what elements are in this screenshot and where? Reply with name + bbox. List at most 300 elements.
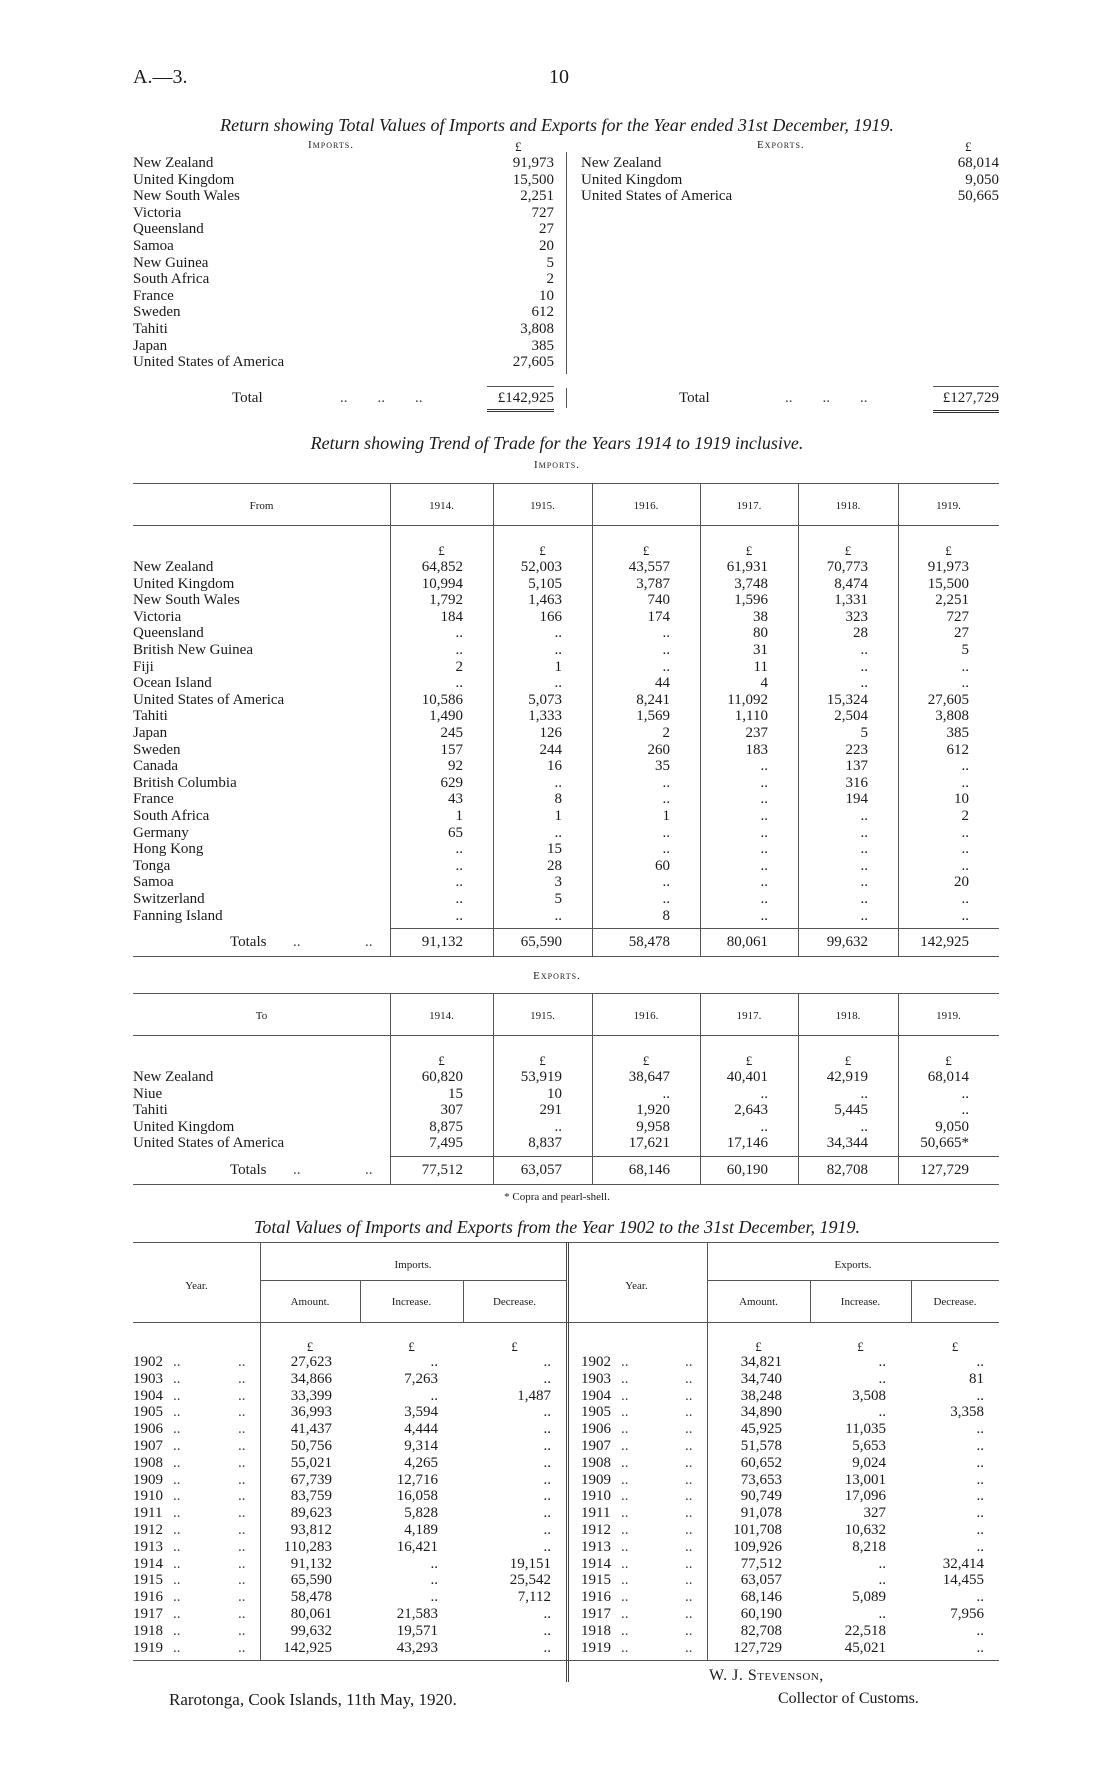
s3-year: 1905 — [133, 1404, 163, 1421]
s3-increase: .. — [430, 1354, 438, 1370]
s2-cell: 1,920 — [636, 1102, 670, 1119]
section2-title: Return showing Trend of Trade for the Years 1914 to 1919 inclusive. — [310, 433, 804, 453]
s3-increase: .. — [878, 1404, 886, 1421]
s3-decrease: .. — [543, 1471, 551, 1488]
s2-cell: 43,557 — [628, 559, 670, 575]
s3-decrease: .. — [976, 1471, 984, 1488]
s3-amount: 89,623 — [290, 1505, 332, 1522]
s1-imports-total: £142,925 — [497, 390, 554, 406]
s2-cell: 17,621 — [628, 1135, 670, 1152]
s2-cell: 38 — [753, 608, 768, 625]
s2-row-name: France — [133, 791, 174, 808]
s2-cell: .. — [455, 857, 463, 874]
s3-decrease: .. — [543, 1505, 551, 1522]
s1-import-value: 385 — [531, 337, 554, 354]
s2-cell: 3,748 — [734, 575, 768, 592]
page-reference: A.—3. — [133, 66, 188, 88]
s1-import-value: 91,973 — [512, 155, 554, 171]
s3-year: 1906 — [133, 1421, 163, 1438]
s2-row-name: Niue — [133, 1085, 163, 1102]
s2-cell: 174 — [647, 608, 670, 625]
s3-year: 1908 — [133, 1454, 163, 1471]
s3-increase: 4,189 — [404, 1522, 438, 1538]
s1-import-name: United States of America — [133, 354, 285, 371]
s2-cell: .. — [554, 774, 562, 791]
s2-cell: .. — [760, 874, 768, 891]
s2-totals-label: Totals — [230, 1162, 267, 1178]
s1-import-value: 27 — [539, 221, 554, 238]
s3-amount: 101,708 — [733, 1522, 782, 1538]
s2-cell: 612 — [946, 741, 969, 758]
s3-decrease: .. — [976, 1522, 984, 1538]
s2-cell: 2 — [662, 725, 670, 741]
s3-amount: 55,021 — [290, 1454, 332, 1471]
s2-cell: .. — [760, 907, 768, 924]
s2-year-header: 1915. — [530, 500, 555, 512]
footer-signatory-title: Collector of Customs. — [778, 1690, 919, 1707]
s2-cell: .. — [860, 1118, 868, 1135]
s2-currency: £ — [844, 543, 852, 558]
s2-row-name: Tahiti — [133, 708, 168, 725]
s1-import-name: Victoria — [133, 204, 182, 221]
s2-total-cell: 68,146 — [628, 1162, 670, 1178]
s2-cell: 194 — [845, 791, 868, 808]
s2-cell: 1,596 — [734, 592, 768, 609]
s2-cell: .. — [860, 907, 868, 924]
s2-cell: 1,490 — [429, 708, 463, 725]
s2-cell: 27,605 — [927, 691, 969, 708]
s2-cell: 307 — [440, 1102, 463, 1119]
s3-currency: £ — [511, 1339, 518, 1354]
s2-cell: 8,875 — [429, 1118, 463, 1135]
s2-currency: £ — [745, 543, 753, 558]
s1-import-name: New Guinea — [133, 254, 209, 271]
s2-cell: 42,919 — [826, 1069, 868, 1085]
s3-decrease: .. — [976, 1639, 984, 1656]
s1-import-value: 27,605 — [512, 354, 554, 371]
s3-increase: 9,314 — [404, 1438, 438, 1454]
s3-year: 1918 — [581, 1622, 611, 1639]
s2-cell: 9,958 — [636, 1118, 670, 1135]
s3-year: 1914 — [581, 1555, 611, 1572]
s3-increase: 9,024 — [852, 1454, 886, 1471]
s2-cell: 244 — [539, 741, 562, 758]
s2-cell: 43 — [448, 791, 463, 808]
s2-cell: .. — [860, 1085, 868, 1102]
s2-cell: 34,344 — [826, 1135, 868, 1152]
s2-cell: .. — [455, 675, 463, 692]
s2-cell: 629 — [440, 774, 463, 791]
s2-cell: 7,495 — [429, 1135, 463, 1152]
s2-cell: .. — [860, 642, 868, 658]
s1-exports-total-rule — [933, 386, 999, 387]
s2-cell: .. — [760, 891, 768, 907]
s1-import-name: Tahiti — [133, 321, 168, 337]
s3-year: 1911 — [133, 1505, 163, 1522]
s1-export-name: United States of America — [581, 188, 733, 205]
s2-cell: 1,569 — [636, 708, 670, 725]
s2-total-cell: 65,590 — [520, 934, 562, 951]
s3-amount: 50,756 — [290, 1438, 332, 1454]
s3-amount: 77,512 — [740, 1555, 782, 1572]
s3-increase: 4,444 — [404, 1421, 438, 1438]
s2-year-header: 1916. — [633, 500, 659, 512]
s2-cell: 70,773 — [826, 559, 868, 575]
s1-import-name: France — [133, 287, 174, 304]
s2-cell: 61,931 — [726, 559, 768, 575]
s3-amount: 90,749 — [740, 1488, 782, 1505]
s2-row-name: Tonga — [133, 857, 171, 874]
footer-place-date: Rarotonga, Cook Islands, 11th May, 1920. — [169, 1690, 457, 1709]
s3-decrease: .. — [543, 1370, 551, 1387]
s3-amount: 34,740 — [740, 1370, 782, 1387]
s2-total-cell: 82,708 — [826, 1162, 868, 1178]
s3-decrease: .. — [543, 1606, 551, 1622]
s2-cell: .. — [554, 1118, 562, 1135]
s1-divider — [566, 152, 567, 374]
s3-decrease: .. — [976, 1421, 984, 1438]
s3-amount: 63,057 — [740, 1572, 782, 1589]
page-number: 10 — [549, 66, 569, 88]
s3-year: 1912 — [581, 1522, 611, 1538]
s3-decrease: .. — [976, 1538, 984, 1555]
s1-import-name: Japan — [133, 337, 168, 354]
s2-currency: £ — [745, 1053, 753, 1068]
s2-year-header: 1919. — [936, 500, 961, 512]
s3-decrease: 7,956 — [950, 1606, 984, 1622]
s2-cell: 53,919 — [520, 1069, 562, 1085]
s3-increase: 22,518 — [844, 1622, 886, 1639]
s2-cell: .. — [961, 758, 969, 775]
s1-export-name: New Zealand — [581, 155, 662, 171]
s3-decrease-header: Decrease. — [933, 1296, 977, 1308]
s3-amount-header: Amount. — [290, 1296, 330, 1308]
s2-row-name: British New Guinea — [133, 642, 253, 658]
s2-row-name: Victoria — [133, 608, 182, 625]
s2-cell: .. — [860, 658, 868, 675]
s2-row-name: Ocean Island — [133, 675, 212, 692]
s2-cell: .. — [662, 874, 670, 891]
s3-decrease: .. — [976, 1488, 984, 1505]
s3-amount: 41,437 — [290, 1421, 332, 1438]
s2-cell: .. — [860, 891, 868, 907]
s3-year: 1913 — [581, 1538, 611, 1555]
s2-currency: £ — [642, 1053, 650, 1068]
s3-year: 1918 — [133, 1622, 163, 1639]
s3-amount: 82,708 — [740, 1622, 782, 1639]
s3-year: 1907 — [133, 1438, 163, 1454]
s2-currency: £ — [945, 1053, 952, 1068]
s3-increase: .. — [430, 1387, 438, 1404]
s3-increase: .. — [878, 1572, 886, 1589]
s3-year: 1916 — [133, 1589, 163, 1606]
s3-increase: 7,263 — [404, 1370, 438, 1387]
s3-year: 1908 — [581, 1454, 611, 1471]
s1-imports-total-rule — [487, 386, 554, 387]
s3-increase: 12,716 — [396, 1471, 438, 1488]
footer-signatory: W. J. Stevenson, — [709, 1667, 824, 1684]
s2-year-header: 1917. — [736, 500, 762, 512]
s2-row-name: Japan — [133, 725, 168, 741]
s3-amount: 34,821 — [740, 1354, 782, 1370]
s3-year: 1916 — [581, 1589, 611, 1606]
s1-imports-heading: Imports. — [308, 139, 354, 151]
s3-decrease: .. — [543, 1622, 551, 1639]
s2-cell: 91,973 — [927, 559, 969, 575]
s2-cell: 3 — [554, 874, 562, 891]
s2-cell: 16 — [547, 758, 562, 775]
s3-increase: 19,571 — [396, 1622, 438, 1639]
s3-decrease-header: Decrease. — [492, 1296, 537, 1308]
s2-cell: 15 — [448, 1085, 463, 1102]
s2-cell: .. — [760, 774, 768, 791]
s3-currency: £ — [306, 1339, 314, 1354]
s3-amount: 99,632 — [290, 1622, 332, 1639]
s1-import-name: South Africa — [133, 271, 210, 288]
s2-cell: .. — [662, 824, 670, 841]
s3-year: 1904 — [133, 1387, 163, 1404]
s2-cell: 10 — [547, 1085, 562, 1102]
s1-export-value: 68,014 — [957, 155, 999, 171]
s2-cell: .. — [554, 642, 562, 658]
s2-cell: 15,324 — [826, 691, 868, 708]
s2-cell: .. — [760, 841, 768, 858]
s2-cell: 1 — [455, 808, 463, 824]
s3-amount: 45,925 — [740, 1421, 782, 1438]
s2-cell: 2 — [961, 808, 969, 824]
s2-cell: .. — [455, 874, 463, 891]
s2-cell: 1,463 — [528, 592, 562, 609]
s3-decrease: 14,455 — [942, 1572, 984, 1589]
s2-cell: 65 — [448, 824, 463, 841]
s2-footnote: * Copra and pearl-shell. — [504, 1191, 610, 1203]
s2-cell: .. — [961, 658, 969, 675]
s3-increase: 3,508 — [852, 1387, 886, 1404]
s1-divider-total — [566, 388, 567, 408]
s3-decrease: .. — [976, 1454, 984, 1471]
s2-cell: 35 — [655, 758, 670, 775]
s3-year: 1910 — [133, 1488, 163, 1505]
s2-year-header: 1919. — [936, 1010, 961, 1022]
s2-cell: 5 — [961, 642, 969, 658]
s2-total-cell: 142,925 — [920, 934, 969, 951]
s3-amount: 33,399 — [290, 1387, 332, 1404]
s3-amount: 60,190 — [740, 1606, 782, 1622]
s2-cell: 10,994 — [421, 575, 463, 592]
s3-increase: 16,421 — [396, 1538, 438, 1555]
s3-year: 1902 — [133, 1354, 163, 1370]
s3-increase-header: Increase. — [840, 1296, 881, 1308]
s2-cell: 137 — [845, 758, 868, 775]
s2-total-cell: 58,478 — [628, 934, 670, 951]
s2-cell: 20 — [954, 874, 969, 891]
s3-amount: 34,866 — [290, 1370, 332, 1387]
s3-amount: 38,248 — [740, 1387, 782, 1404]
s2-cell: 1,331 — [834, 592, 868, 609]
s2-cell: .. — [961, 857, 969, 874]
s2-cell: .. — [760, 1085, 768, 1102]
s2-cell: 1 — [554, 658, 562, 675]
s2-cell: .. — [455, 841, 463, 858]
s3-amount: 91,132 — [290, 1555, 332, 1572]
s3-amount: 80,061 — [290, 1606, 332, 1622]
s1-import-value: 727 — [531, 204, 554, 221]
s2-cell: .. — [662, 642, 670, 658]
s2-cell: .. — [961, 891, 969, 907]
s2-cell: 2,504 — [834, 708, 868, 725]
s1-import-name: Sweden — [133, 304, 181, 321]
s2-total-cell: 63,057 — [520, 1162, 562, 1178]
s2-row-name: Hong Kong — [133, 841, 204, 858]
s3-year: 1917 — [581, 1606, 611, 1622]
s3-increase: 16,058 — [396, 1488, 438, 1505]
s2-cell: .. — [860, 675, 868, 692]
s3-year: 1915 — [133, 1572, 163, 1589]
s2-currency: £ — [438, 1053, 445, 1068]
s3-year: 1906 — [581, 1421, 611, 1438]
s3-increase: 10,632 — [844, 1522, 886, 1538]
s2-cell: 11,092 — [727, 691, 768, 708]
s2-cell: 3,787 — [636, 575, 670, 592]
s2-cell: 316 — [845, 774, 868, 791]
s2-cell: 60,820 — [421, 1069, 463, 1085]
s2-cell: .. — [760, 791, 768, 808]
s3-decrease: 19,151 — [509, 1555, 551, 1572]
s3-decrease: .. — [976, 1387, 984, 1404]
s2-cell: 5 — [554, 891, 562, 907]
s3-increase: 11,035 — [845, 1421, 886, 1438]
s1-import-name: Samoa — [133, 238, 174, 254]
s2-currency: £ — [642, 543, 650, 558]
s3-amount: 91,078 — [740, 1505, 782, 1522]
s2-cell: 8,241 — [636, 691, 670, 708]
s2-cell: 727 — [946, 608, 969, 625]
s3-amount: 142,925 — [283, 1639, 332, 1656]
s2-cell: .. — [554, 824, 562, 841]
s1-import-name: Queensland — [133, 221, 204, 238]
s2-cell: 28 — [853, 625, 868, 642]
s2-cell: 8,837 — [528, 1135, 562, 1152]
s2-cell: .. — [760, 824, 768, 841]
s2-cell: .. — [961, 1085, 969, 1102]
s2-cell: 1,333 — [528, 708, 562, 725]
s2-year-header: 1917. — [736, 1010, 762, 1022]
s3-increase: 5,653 — [852, 1438, 886, 1454]
s3-increase: 3,594 — [404, 1404, 438, 1421]
s2-cell: .. — [554, 625, 562, 642]
s2-cell: 1 — [554, 808, 562, 824]
s1-import-value: 15,500 — [512, 171, 554, 188]
s3-year: 1919 — [133, 1639, 163, 1656]
s2-total-cell: 60,190 — [726, 1162, 768, 1178]
s2-cell: 2,643 — [734, 1102, 768, 1119]
s1-import-value: 612 — [531, 304, 554, 321]
s3-increase: .. — [878, 1354, 886, 1370]
s2-cell: 11 — [753, 658, 768, 675]
s3-increase: .. — [878, 1606, 886, 1622]
s1-import-name: New South Wales — [133, 188, 240, 205]
s3-increase: 13,001 — [844, 1471, 886, 1488]
s2-cell: 31 — [753, 642, 768, 658]
s3-decrease: 1,487 — [517, 1387, 551, 1404]
s3-increase: .. — [878, 1370, 886, 1387]
s2-row-name: United States of America — [133, 691, 285, 708]
s2-cell: 183 — [745, 741, 768, 758]
s2-cell: 15 — [547, 841, 562, 858]
s2-row-name: New Zealand — [133, 559, 214, 575]
s1-import-value: 5 — [546, 254, 554, 271]
s3-amount: 73,653 — [740, 1471, 782, 1488]
s2-cell: 237 — [745, 725, 768, 741]
s2-cell: 223 — [845, 741, 868, 758]
s2-cell: .. — [455, 642, 463, 658]
s2-row-name: Fanning Island — [133, 907, 223, 924]
s3-decrease: 81 — [969, 1370, 984, 1387]
s2-cell: .. — [455, 907, 463, 924]
s2-cell: .. — [961, 824, 969, 841]
s1-import-value: 10 — [539, 287, 554, 304]
s1-imports-currency: £ — [515, 139, 522, 154]
s3-decrease: 25,542 — [509, 1572, 551, 1589]
s2-currency: £ — [539, 1053, 546, 1068]
s2-row-name: Canada — [133, 758, 178, 775]
s2-cell: 5 — [860, 725, 868, 741]
s1-import-value: 20 — [539, 238, 554, 254]
s1-import-name: United Kingdom — [133, 171, 235, 188]
s2-cell: .. — [554, 907, 562, 924]
s3-decrease: .. — [976, 1354, 984, 1370]
s3-increase: 45,021 — [844, 1639, 886, 1656]
s3-decrease: .. — [976, 1622, 984, 1639]
s2-year-header: 1915. — [530, 1010, 555, 1022]
s3-year: 1910 — [581, 1488, 611, 1505]
s3-year-header: Year. — [185, 1280, 208, 1292]
s3-currency: £ — [408, 1339, 415, 1354]
s3-year: 1914 — [133, 1555, 163, 1572]
s2-cell: 8 — [662, 907, 670, 924]
s2-row-name: United Kingdom — [133, 575, 235, 592]
s3-decrease: .. — [543, 1404, 551, 1421]
s2-row-name: Queensland — [133, 625, 204, 642]
s2-cell: .. — [760, 857, 768, 874]
s2-cell: .. — [662, 841, 670, 858]
s3-year: 1913 — [133, 1538, 163, 1555]
s2-cell: .. — [860, 857, 868, 874]
s2-cell: .. — [662, 625, 670, 642]
s3-decrease: .. — [543, 1438, 551, 1454]
s3-amount: 58,478 — [290, 1589, 332, 1606]
s2-row-name: United States of America — [133, 1135, 285, 1152]
s2-year-header: 1918. — [835, 1010, 861, 1022]
s3-amount: 27,623 — [290, 1354, 332, 1370]
s2-cell: 2,251 — [935, 592, 969, 609]
s2-cell: .. — [860, 874, 868, 891]
s1-imports-total-label: Total — [232, 390, 263, 406]
section3-title: Total Values of Imports and Exports from the Year 1902 to the 31st December, 1919. — [254, 1217, 860, 1237]
s2-cell: 291 — [539, 1102, 562, 1119]
s3-decrease: .. — [543, 1522, 551, 1538]
s2-cell: 1 — [662, 808, 670, 824]
s3-year: 1903 — [133, 1370, 163, 1387]
s2-cell: 50,665* — [920, 1135, 969, 1152]
s2-cell: 80 — [753, 625, 768, 642]
s2-year-header: 1914. — [429, 1010, 454, 1022]
s3-increase: .. — [430, 1555, 438, 1572]
s2-cell: 184 — [440, 608, 463, 625]
s3-amount: 83,759 — [290, 1488, 332, 1505]
s2-row-name: Switzerland — [133, 891, 205, 907]
s3-year: 1907 — [581, 1438, 611, 1454]
